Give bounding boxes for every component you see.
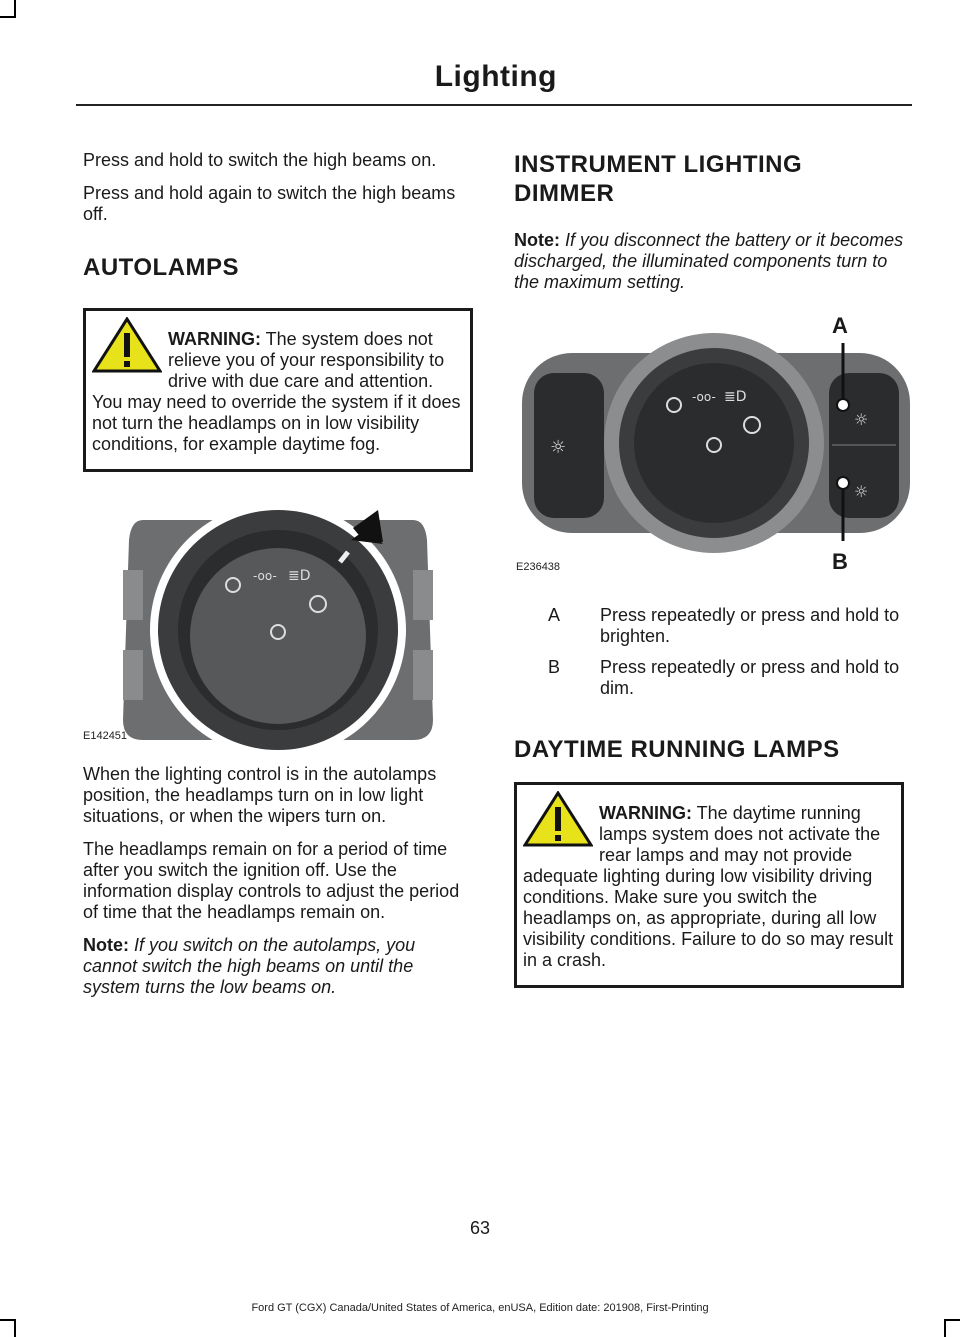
warning-triangle-icon (523, 791, 593, 847)
drl-warning-box (514, 782, 904, 988)
daytime-running-lamps-heading: DAYTIME RUNNING LAMPS (514, 736, 840, 763)
note-label: Note: (514, 230, 560, 250)
crop-mark-bottom-right (944, 1319, 946, 1337)
warning-body: The daytime running lamps system does not activate the rear lamps and may not provide adequate lighting during low visibility driving conditions. Make sure you switch the headlamps on, as appropriate, during all low visibility conditions. Failure to do so may result in a crash. (523, 803, 894, 970)
left-column (83, 150, 473, 1010)
svg-text:≣D: ≣D (288, 568, 311, 584)
paragraph-autolamps-position: When the lighting control is in the autolamps position, the headlamps turn on in low light situations, or when the wipers turn on. (83, 764, 437, 826)
callout-description: Press repeatedly or press and hold to dim. (600, 657, 900, 698)
figure-code: E236438 (516, 561, 561, 573)
figure-label-a: A (832, 313, 848, 338)
page-header (0, 60, 960, 110)
crop-mark-bottom-left-h (0, 1319, 16, 1321)
autolamps-note (83, 935, 473, 998)
page-number: 63 (469, 1218, 491, 1238)
instrument-lighting-heading-line2: DIMMER (514, 180, 615, 207)
svg-text:☼: ☼ (854, 482, 869, 501)
paragraph-headlamps-remain: The headlamps remain on for a period of time after you switch the ignition off. Use the information display controls to adjust the period of time that the headlamps remain on. (83, 839, 460, 922)
right-column (514, 150, 904, 988)
callout-letter: B (548, 657, 561, 677)
figure-code: E142451 (83, 730, 128, 742)
callout-letter: A (548, 605, 561, 625)
svg-text:≣D: ≣D (724, 389, 747, 405)
instrument-lighting-note (514, 230, 904, 293)
crop-mark-top-left-h (0, 16, 16, 18)
crop-mark-bottom-right-h (944, 1319, 960, 1321)
callout-row (514, 605, 904, 647)
svg-text:-oo-: -oo- (253, 569, 277, 583)
note-label: Note: (83, 935, 129, 955)
svg-text:-oo-: -oo- (692, 390, 716, 404)
warning-label: WARNING: (168, 329, 261, 349)
headlamp-switch-illustration (83, 500, 473, 750)
dimmer-switch-illustration (514, 313, 910, 583)
autolamps-heading: AUTOLAMPS (83, 254, 240, 281)
callout-row (514, 657, 904, 699)
edition-line: Ford GT (CGX) Canada/United States of America, enUSA, Edition date: 201908, First-Printing (251, 1302, 709, 1314)
header-rule (76, 104, 912, 106)
dimmer-switch-figure (514, 313, 904, 583)
callout-list (514, 605, 904, 699)
headlamp-switch-figure (83, 500, 473, 750)
crop-mark-bottom-left (14, 1319, 16, 1337)
paragraph-high-beams-on: Press and hold to switch the high beams on. (83, 150, 437, 170)
warning-triangle-icon (92, 317, 162, 373)
instrument-lighting-heading: INSTRUMENT LIGHTING (514, 151, 803, 178)
figure-label-b: B (832, 549, 848, 574)
autolamps-warning-box (83, 308, 473, 472)
warning-body: The system does not relieve you of your responsibility to drive with due care and attention. You may need to override the system if it does not turn the headlamps on in low visibility conditions, for example daytime fog. (92, 329, 461, 454)
paragraph-high-beams-off: Press and hold again to switch the high beams off. (83, 183, 456, 224)
callout-description: Press repeatedly or press and hold to brighten. (600, 605, 900, 646)
warning-label: WARNING: (599, 803, 692, 823)
note-text: If you switch on the autolamps, you cannot switch the high beams on until the system turns the low beams on. (83, 935, 416, 997)
page-title: Lighting (434, 60, 557, 93)
svg-text:☼: ☼ (854, 410, 869, 429)
svg-text:☼: ☼ (550, 437, 567, 458)
note-text: If you disconnect the battery or it becomes discharged, the illuminated components turn to the maximum setting. (514, 230, 904, 292)
